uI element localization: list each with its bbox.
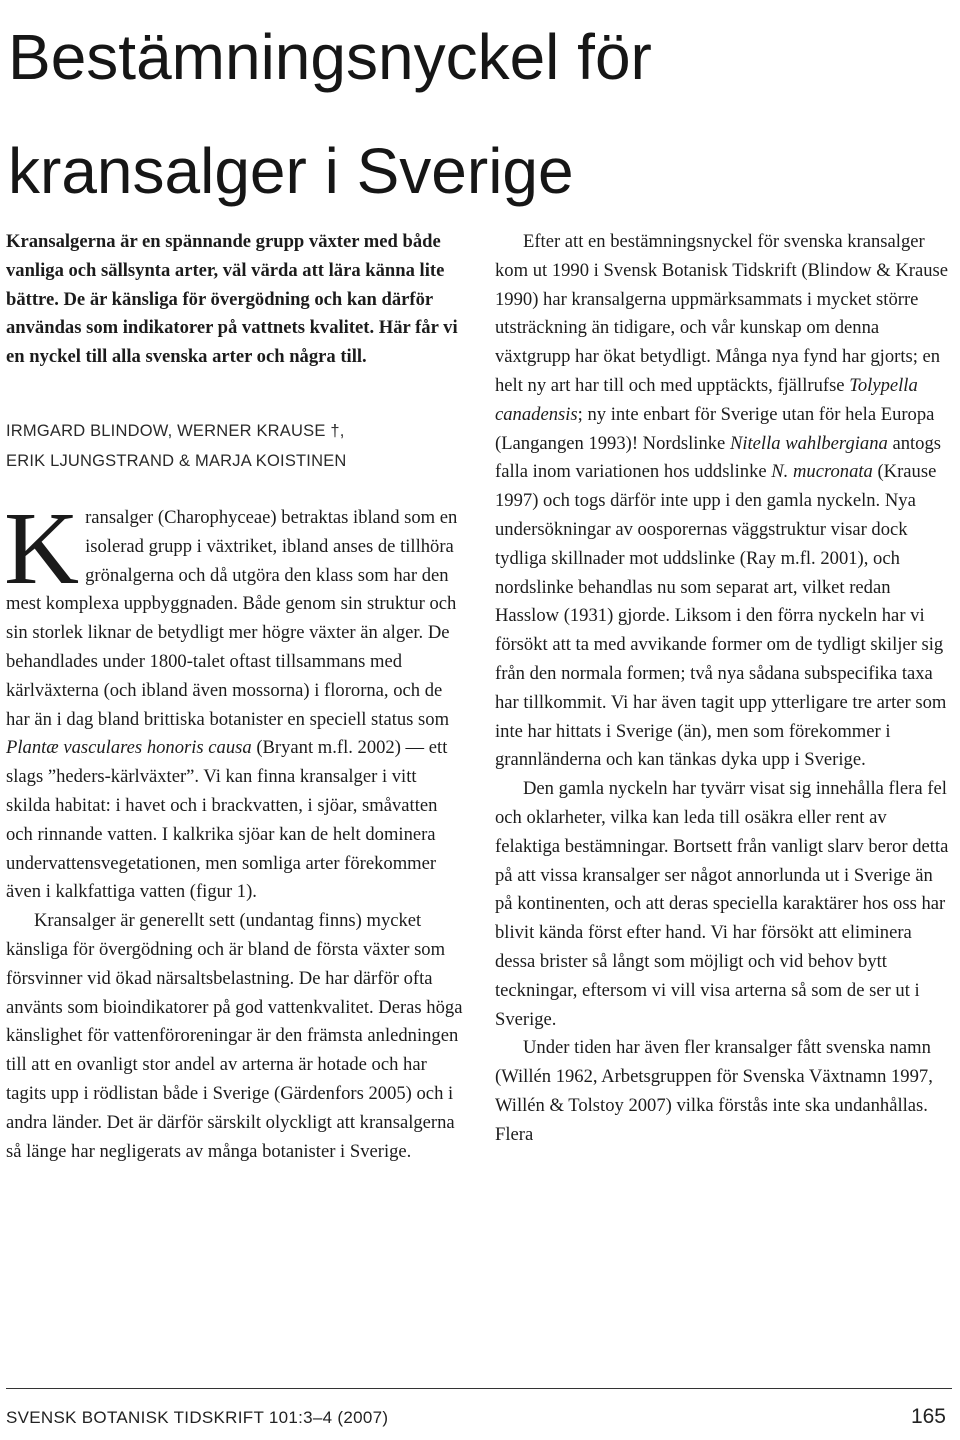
p3-italic-mucronata: N. mucronata [771, 461, 873, 483]
p1-text-b: (Bryant m.fl. 2002) — ett slags ”heders-kärlväxter”. Vi kan finna kransalger i vitt skilda habitat: i havet och i brackvatten, i sjöar, småvatten och rinnande vatten. I kalkrika sjöar kan de helt dominera undervattensvegetationen, men somliga arter förekommer även i kalkfattiga vatten (figur 1). [6, 737, 448, 903]
right-column [495, 228, 952, 1150]
p3-text-c: antogs falla inom variationen hos uddslinke [495, 432, 942, 483]
paragraph-1 [4, 490, 464, 907]
author-byline [6, 416, 464, 476]
author-line-2: ERIK LJUNGSTRAND & MARJA KOISTINEN [6, 451, 347, 470]
p3-text-a: Efter att en bestämningsnyckel för svenska kransalger kom ut 1990 i Svensk Botanisk Tidskrift (Blindow & Krause 1990) har kransalgerna uppmärksammats i mycket större utsträckning än tidigare, och vår kunskap om denna växtgrupp har ökat betydligt. Många nya fynd har gjorts; en helt ny art har till och med upptäckts, fjällrufse [495, 231, 948, 396]
p3-text-b: ; ny inte enbart för Sverige utan för hela Europa (Langangen 1993)! Nordslinke [495, 403, 935, 454]
p3-italic-tolypella: Tolypella canadensis [495, 374, 918, 425]
right-body [495, 228, 952, 1150]
author-line-1: IRMGARD BLINDOW, WERNER KRAUSE †, [6, 421, 345, 440]
article-lede: Kransalgerna är en spännande grupp växter med både vanliga och sällsynta arter, väl värda att lära känna lite bättre. De är känsliga för övergödning och kan därför användas som indikatorer på vattnets kvalitet. Här får vi en nyckel till alla svenska arter och några till. [6, 231, 458, 368]
paragraph-4: Den gamla nyckeln har tyvärr visat sig innehålla flera fel och oklarheter, vilka kan leda till osäkra eller rent av felaktiga bestämningar. Bortsett från vanligt slarv beror detta på att vissa kransalger ser något annorlunda ut i Sverige än på kontinenten, och att deras speciella karaktärer hos oss har blivit kända först efter hand. Vi har försökt att eliminera dessa brister så långt som möjligt och vid behov bytt teckningar, eftersom vi vill visa arterna så som de ser ut i Sverige. [495, 778, 949, 1030]
paragraph-5: Under tiden har även fler kransalger fått svenska namn (Willén 1962, Arbetsgruppen för Svenska Växtnamn 1997, Willén & Tolstoy 2007) vilka förstås inte ska undanhållas. Flera [495, 1037, 933, 1145]
page-number: 165 [910, 1405, 946, 1428]
journal-citation: SVENSK BOTANISK TIDSKRIFT 101:3–4 (2007) [6, 1408, 389, 1427]
paragraph-3 [495, 228, 952, 775]
p1-italic-species: Plantæ vasculares honoris causa [6, 737, 252, 759]
left-column [6, 228, 464, 1166]
left-body [4, 490, 464, 1166]
p3-text-d: (Krause 1997) och togs därför inte upp i den gamla nyckeln. Nya undersökningar av oosporernas väggstruktur visar dock tydliga skillnader mot uddslinke (Ray m.fl. 2001), och nordslinke behandlas nu som separat art, vilket redan Hasslow (1931) gjorde. Liksom i den förra nyckeln har vi försökt att ta med avvikande former om de tydligt skiljer sig från den normala formen; två nya sådana subspecifika taxa har tillkommit. Vi har även tagit upp ytterligare tre arter som inte har hittats i Sverige (än), men som förekommer i grannländerna och kan tänkas dyka upp i Sverige. [495, 461, 947, 771]
p1-text-a: ransalger (Charophyceae) betraktas ibland som en isolerad grupp i växtriket, ibland anses de tillhöra grönalgerna och då utgöra den klass som har den mest komplexa uppbyggnaden. Både genom sin struktur och sin storlek liknar de betydligt mer högre växter än alger. De behandlades under 1800-talet oftast tillsammans med kärlväxterna (och ibland även mossorna) i flororna, och de har än i dag bland brittiska botanister en speciell status som [6, 506, 458, 730]
drop-cap: K [4, 490, 80, 606]
article-title: Bestämningsnyckel för kransalger i Sverige [8, 21, 652, 207]
paragraph-2: Kransalger är generellt sett (undantag finns) mycket känsliga för övergödning och är bland de första växter som försvinner vid ökad närsaltsbelastning. De har därför ofta använts som bioindikatorer på god vattenkvalitet. Deras höga känslighet för vattenföroreningar är den främsta anledningen till att en ovanligt stor andel av arterna är hotade och har tagits upp i rödlistan både i Sverige (Gärdenfors 2005) och i andra länder. Det är därför särskilt olyckligt att kransalgerna så länge har negligerats av många botanister i Sverige. [6, 910, 463, 1162]
footer-rule [6, 1388, 952, 1389]
p3-italic-nitella: Nitella wahlbergiana [729, 432, 888, 454]
